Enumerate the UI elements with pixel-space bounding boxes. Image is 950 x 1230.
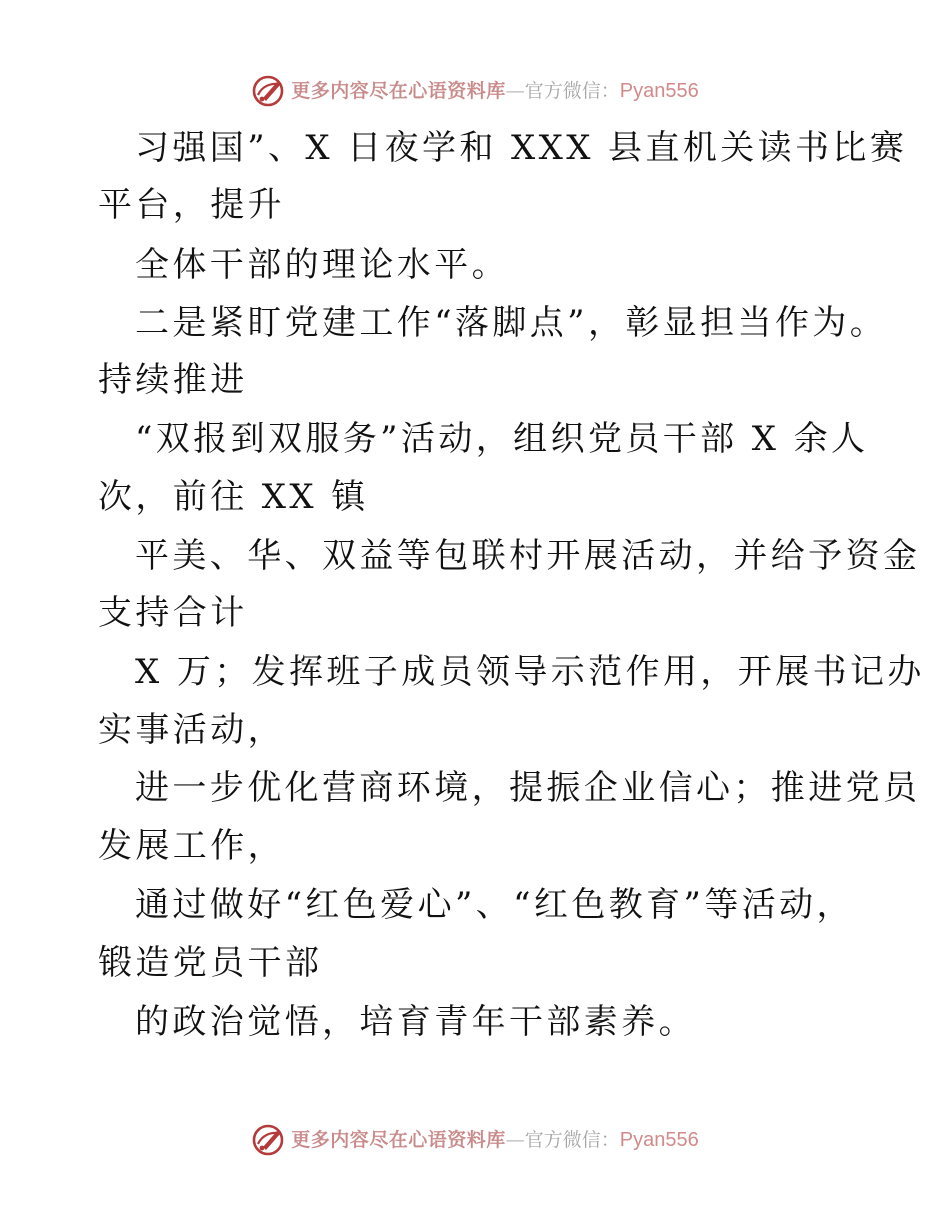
watermark-main-text: 更多内容尽在心语资料库 (291, 79, 506, 102)
body-line: 次，前往 XX 镇 (98, 477, 369, 517)
pen-logo-icon (251, 74, 285, 108)
body-line: 实事活动， (98, 710, 285, 750)
body-line: 锻造党员干部 (98, 943, 323, 983)
body-line: 的政治觉悟，培育青年干部素养。 (135, 1002, 696, 1042)
body-line: 发展工作， (98, 826, 285, 866)
header-watermark (0, 71, 950, 111)
watermark-official-label: 官方微信： (524, 1128, 620, 1151)
body-line: 持续推进 (98, 360, 248, 400)
watermark-separator: — (505, 79, 525, 102)
body-line: 二是紧盯党建工作“落脚点”，彰显担当作为。 (135, 303, 888, 343)
watermark-official-label: 官方微信： (524, 79, 620, 102)
body-line: 习强国”、X 日夜学和 XXX 县直机关读书比赛 (135, 128, 908, 168)
body-line: 全体干部的理论水平。 (135, 245, 509, 285)
body-line: 支持合计 (98, 593, 248, 633)
body-line: 平美、华、双益等包联村开展活动，并给予资金 (135, 536, 921, 576)
body-line: X 万；发挥班子成员领导示范作用，开展书记办 (135, 652, 925, 692)
footer-watermark (0, 1120, 950, 1160)
body-line: 进一步优化营商环境，提振企业信心；推进党员 (135, 768, 921, 808)
watermark-separator: — (505, 1128, 525, 1151)
watermark-wechat-id: Pyan556 (619, 1129, 699, 1151)
pen-logo-icon (251, 1123, 285, 1157)
body-line: 平台，提升 (98, 185, 285, 225)
body-line: “双报到双服务”活动，组织党员干部 X 余人 (135, 419, 869, 459)
watermark-wechat-id: Pyan556 (619, 80, 699, 102)
watermark-main-text: 更多内容尽在心语资料库 (291, 1128, 506, 1151)
body-line: 通过做好“红色爱心”、“红色教育”等活动， (135, 885, 854, 925)
